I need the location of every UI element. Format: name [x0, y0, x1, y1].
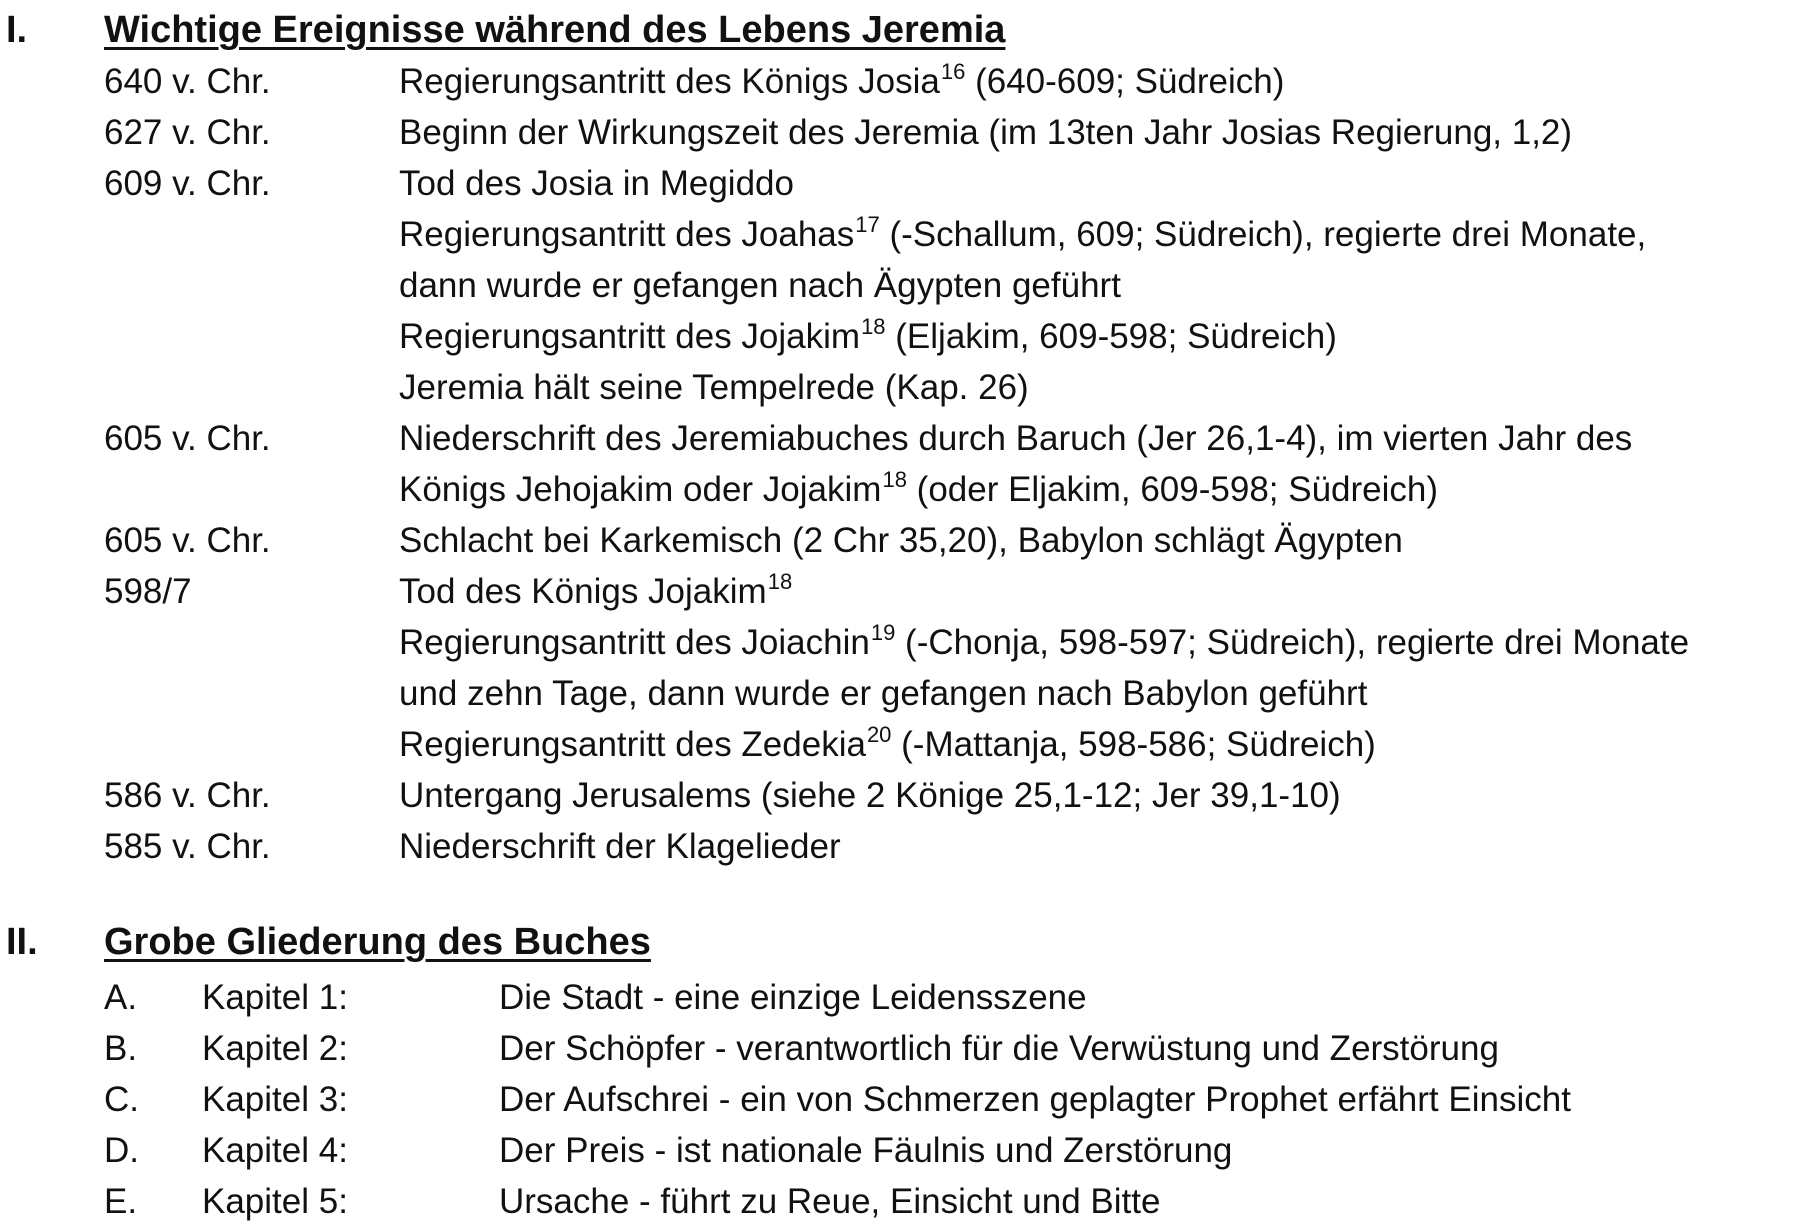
section-2-number: II.	[6, 921, 38, 963]
outline-description: Der Aufschrei - ein von Schmerzen geplagter Prophet erfährt Einsicht	[499, 1080, 1571, 1119]
footnote-ref: 17	[855, 212, 880, 237]
outline-letter: D.	[104, 1131, 139, 1170]
event-text: Jeremia hält seine Tempelrede (Kap. 26)	[399, 368, 1029, 407]
event-date: 605 v. Chr.	[104, 419, 271, 458]
event-date: 627 v. Chr.	[104, 113, 271, 152]
outline-chapter: Kapitel 2:	[202, 1029, 348, 1068]
footnote-ref: 18	[767, 569, 793, 594]
event-date: 598/7	[104, 572, 192, 611]
outline-description: Die Stadt - eine einzige Leidensszene	[499, 978, 1087, 1017]
event-text: Niederschrift des Jeremiabuches durch Baruch (Jer 26,1-4), im vierten Jahr des	[399, 419, 1633, 458]
footnote-ref: 16	[940, 59, 966, 84]
outline-letter: A.	[104, 978, 138, 1017]
event-text: Beginn der Wirkungszeit des Jeremia (im 13ten Jahr Josias Regierung, 1,2)	[399, 113, 1573, 152]
event-date: 609 v. Chr.	[104, 164, 271, 203]
event-text: Tod des Josia in Megiddo	[399, 164, 794, 203]
outline-letter: B.	[104, 1029, 138, 1068]
event-date: 586 v. Chr.	[104, 776, 271, 815]
section-2-title: Grobe Gliederung des Buches	[104, 921, 651, 963]
event-date: 640 v. Chr.	[104, 62, 271, 101]
event-date: 605 v. Chr.	[104, 521, 271, 560]
event-text: Tod des Königs Jojakim$^{18}$	[399, 569, 793, 611]
outline-chapter: Kapitel 4:	[202, 1131, 348, 1170]
outline-description: Der Schöpfer - verantwortlich für die Verwüstung und Zerstörung	[499, 1029, 1499, 1068]
event-text: Schlacht bei Karkemisch (2 Chr 35,20), Babylon schlägt Ägypten	[399, 521, 1403, 560]
footnote-ref: 20	[866, 722, 892, 747]
event-text: dann wurde er gefangen nach Ägypten geführt	[399, 266, 1121, 305]
outline-letter: E.	[104, 1182, 138, 1221]
event-text: Regierungsantritt des Zedekia$^{20}$ (-Mattanja, 598-586; Südreich)	[399, 722, 1376, 764]
outline-chapter: Kapitel 3:	[202, 1080, 348, 1119]
outline-description: Der Preis - ist nationale Fäulnis und Zerstörung	[499, 1131, 1233, 1170]
footnote-ref: 18	[882, 467, 907, 492]
event-text: Regierungsantritt des Jojakim$^{18}$ (Eljakim, 609-598; Südreich)	[399, 314, 1337, 356]
footnote-ref: 19	[870, 620, 896, 645]
footnote-ref: 18	[861, 314, 886, 339]
outline-chapter: Kapitel 5:	[202, 1182, 348, 1221]
event-text: Königs Jehojakim oder Jojakim$^{18}$ (oder Eljakim, 609-598; Südreich)	[399, 467, 1439, 509]
outline-chapter: Kapitel 1:	[202, 978, 348, 1017]
event-date: 585 v. Chr.	[104, 827, 271, 866]
outline-letter: C.	[104, 1080, 139, 1119]
section-1-title: Wichtige Ereignisse während des Lebens Jeremia	[104, 9, 1006, 51]
event-text: Niederschrift der Klagelieder	[399, 827, 841, 866]
event-text: Regierungsantritt des Joiachin$^{19}$ (-Chonja, 598-597; Südreich), regierte drei Monate	[399, 620, 1690, 662]
event-text: und zehn Tage, dann wurde er gefangen nach Babylon geführt	[399, 674, 1368, 713]
event-text: Regierungsantritt des Joahas$^{17}$ (-Schallum, 609; Südreich), regierte drei Monate,	[399, 212, 1647, 254]
outline-description: Ursache - führt zu Reue, Einsicht und Bitte	[499, 1182, 1161, 1221]
event-text: Untergang Jerusalems (siehe 2 Könige 25,1-12; Jer 39,1-10)	[399, 776, 1341, 815]
section-1-number: I.	[6, 9, 28, 51]
event-text: Regierungsantritt des Königs Josia$^{16}$ (640-609; Südreich)	[399, 59, 1285, 101]
